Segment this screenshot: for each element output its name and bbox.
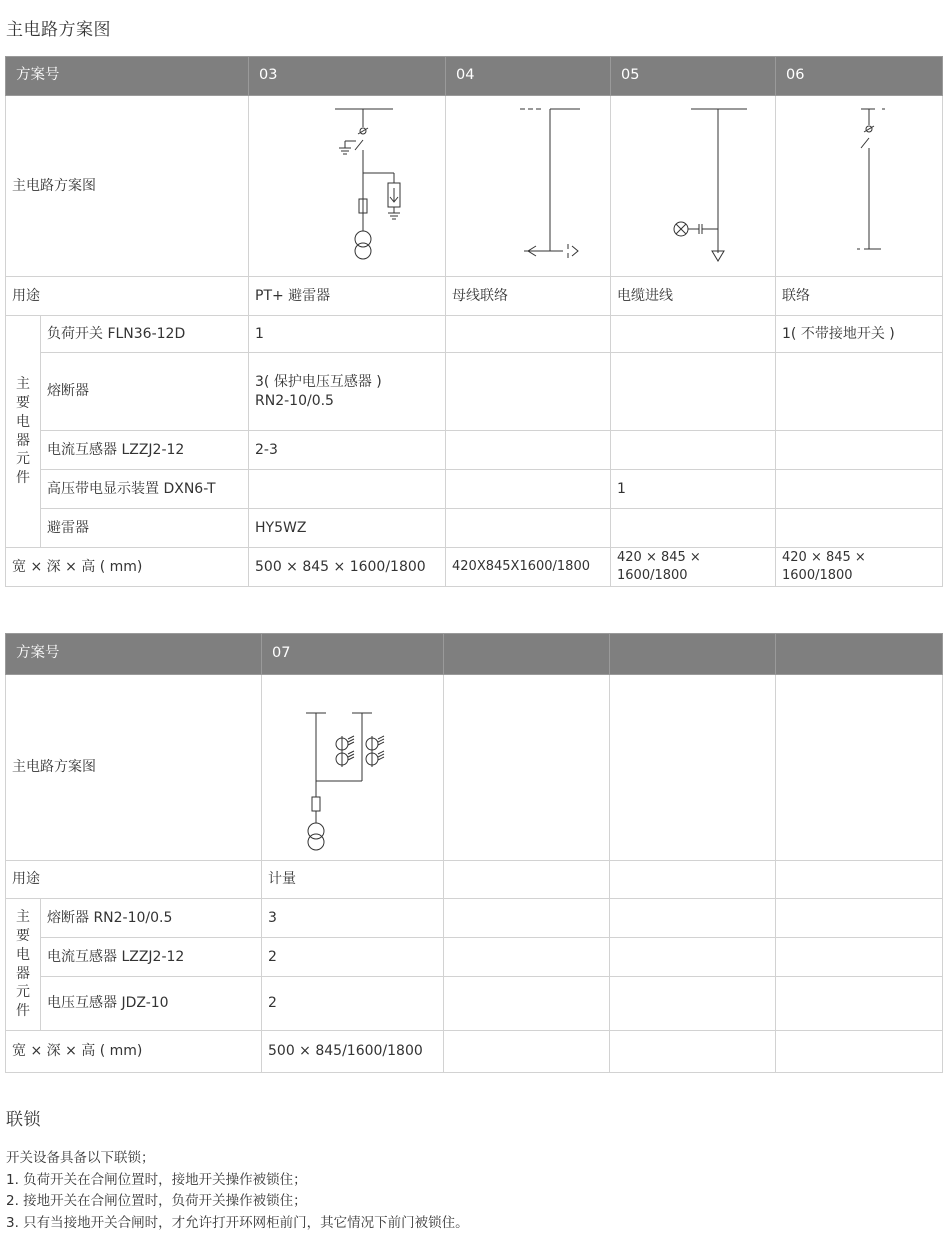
header-empty [776,634,943,675]
component-value [444,938,610,977]
interlock-line: 1. 负荷开关在合闸位置时，接地开关操作被锁住； [6,1171,307,1188]
header-scheme-07: 07 [262,634,444,675]
table-header-row [6,57,943,96]
component-row [6,470,943,509]
component-value [776,938,943,977]
diagram-07-cell [262,675,444,861]
component-value: 1 [611,470,776,509]
component-name: 电流互感器 LZZJ2-12 [41,938,262,977]
component-value: 2-3 [249,431,446,470]
component-value [249,470,446,509]
diagram-04-cell [446,96,611,277]
header-scheme-03: 03 [249,57,446,96]
diagram-row [6,675,943,861]
dimension-label: 宽 × 深 × 高 ( mm) [6,1031,262,1073]
dimension-empty [444,1031,610,1073]
dimension-empty [610,1031,776,1073]
table-header-row [6,634,943,675]
component-value [776,899,943,938]
component-value [446,470,611,509]
components-group-label: 主要电器元件 [6,899,41,1031]
component-row [6,977,943,1031]
interlock-line: 开关设备具备以下联锁； [6,1150,155,1166]
diagram-empty-cell [444,675,610,861]
dimension-06: 420 × 845 × 1600/1800 [776,548,943,587]
component-value-line: 3( 保护电压互感器 ) [255,373,382,390]
component-value [444,899,610,938]
component-value [610,938,776,977]
circuit-diagram-04 [468,101,588,271]
usage-03: PT+ 避雷器 [249,277,446,316]
usage-empty [444,861,610,899]
scheme-table-1 [5,56,943,587]
component-value: 1( 不带接地开关 ) [776,316,943,353]
component-value [776,470,943,509]
header-scheme-no: 方案号 [6,57,249,96]
interlock-line: 3. 只有当接地开关合闸时，才允许打开环网柜前门，其它情况下前门被锁住。 [6,1214,469,1231]
usage-07: 计量 [262,861,444,899]
component-value [446,353,611,431]
component-value [446,431,611,470]
component-value [444,977,610,1031]
component-value [610,899,776,938]
component-value [446,316,611,353]
component-value [249,353,446,431]
header-empty [610,634,776,675]
diagram-03-cell [249,96,446,277]
component-value [776,977,943,1031]
header-scheme-04: 04 [446,57,611,96]
circuit-diagram-06 [799,101,919,271]
component-row [6,316,943,353]
component-name: 电压互感器 JDZ-10 [41,977,262,1031]
component-value [776,509,943,548]
component-name: 熔断器 RN2-10/0.5 [41,899,262,938]
component-value [610,977,776,1031]
header-empty [444,634,610,675]
diagram-empty-cell [610,675,776,861]
section-title-interlock: 联锁 [6,1110,41,1130]
component-row [6,509,943,548]
component-name: 高压带电显示装置 DXN6-T [41,470,249,509]
circuit-diagram-05 [633,101,753,271]
dimension-04: 420X845X1600/1800 [446,548,611,587]
component-value-line: RN2-10/0.5 [255,392,334,409]
diagram-06-cell [776,96,943,277]
diagram-empty-cell [776,675,943,861]
component-value: 2 [262,938,444,977]
usage-05: 电缆进线 [611,277,776,316]
header-scheme-05: 05 [611,57,776,96]
component-value [611,431,776,470]
component-row [6,353,943,431]
diagram-row [6,96,943,277]
usage-empty [610,861,776,899]
component-name: 负荷开关 FLN36-12D [41,316,249,353]
dimension-label: 宽 × 深 × 高 ( mm) [6,548,249,587]
usage-row [6,861,943,899]
section-title-main-circuit: 主电路方案图 [6,20,111,40]
component-row [6,431,943,470]
component-value [776,353,943,431]
component-value: 3 [262,899,444,938]
diagram-row-label: 主电路方案图 [6,675,262,861]
diagram-row-label: 主电路方案图 [6,96,249,277]
scheme-table-2 [5,633,943,1073]
component-value [611,316,776,353]
components-group-label: 主要电器元件 [6,316,41,548]
component-value: 1 [249,316,446,353]
component-value [611,509,776,548]
dimension-07: 500 × 845/1600/1800 [262,1031,444,1073]
component-value [446,509,611,548]
header-scheme-no: 方案号 [6,634,262,675]
dimension-05: 420 × 845 × 1600/1800 [611,548,776,587]
interlock-line: 2. 接地开关在合闸位置时，负荷开关操作被锁住； [6,1193,307,1209]
usage-label: 用途 [6,277,249,316]
header-scheme-06: 06 [776,57,943,96]
usage-row [6,277,943,316]
circuit-diagram-03 [287,101,407,271]
dimension-row [6,548,943,587]
usage-04: 母线联络 [446,277,611,316]
component-name: 避雷器 [41,509,249,548]
dimension-row [6,1031,943,1073]
component-value: 2 [262,977,444,1031]
component-row [6,938,943,977]
component-value [611,353,776,431]
dimension-empty [776,1031,943,1073]
circuit-diagram-07 [292,683,412,853]
usage-label: 用途 [6,861,262,899]
usage-06: 联络 [776,277,943,316]
interlock-notes [6,1148,469,1234]
component-value: HY5WZ [249,509,446,548]
component-name: 电流互感器 LZZJ2-12 [41,431,249,470]
component-row [6,899,943,938]
component-name: 熔断器 [41,353,249,431]
usage-empty [776,861,943,899]
diagram-05-cell [611,96,776,277]
component-value [776,431,943,470]
dimension-03: 500 × 845 × 1600/1800 [249,548,446,587]
